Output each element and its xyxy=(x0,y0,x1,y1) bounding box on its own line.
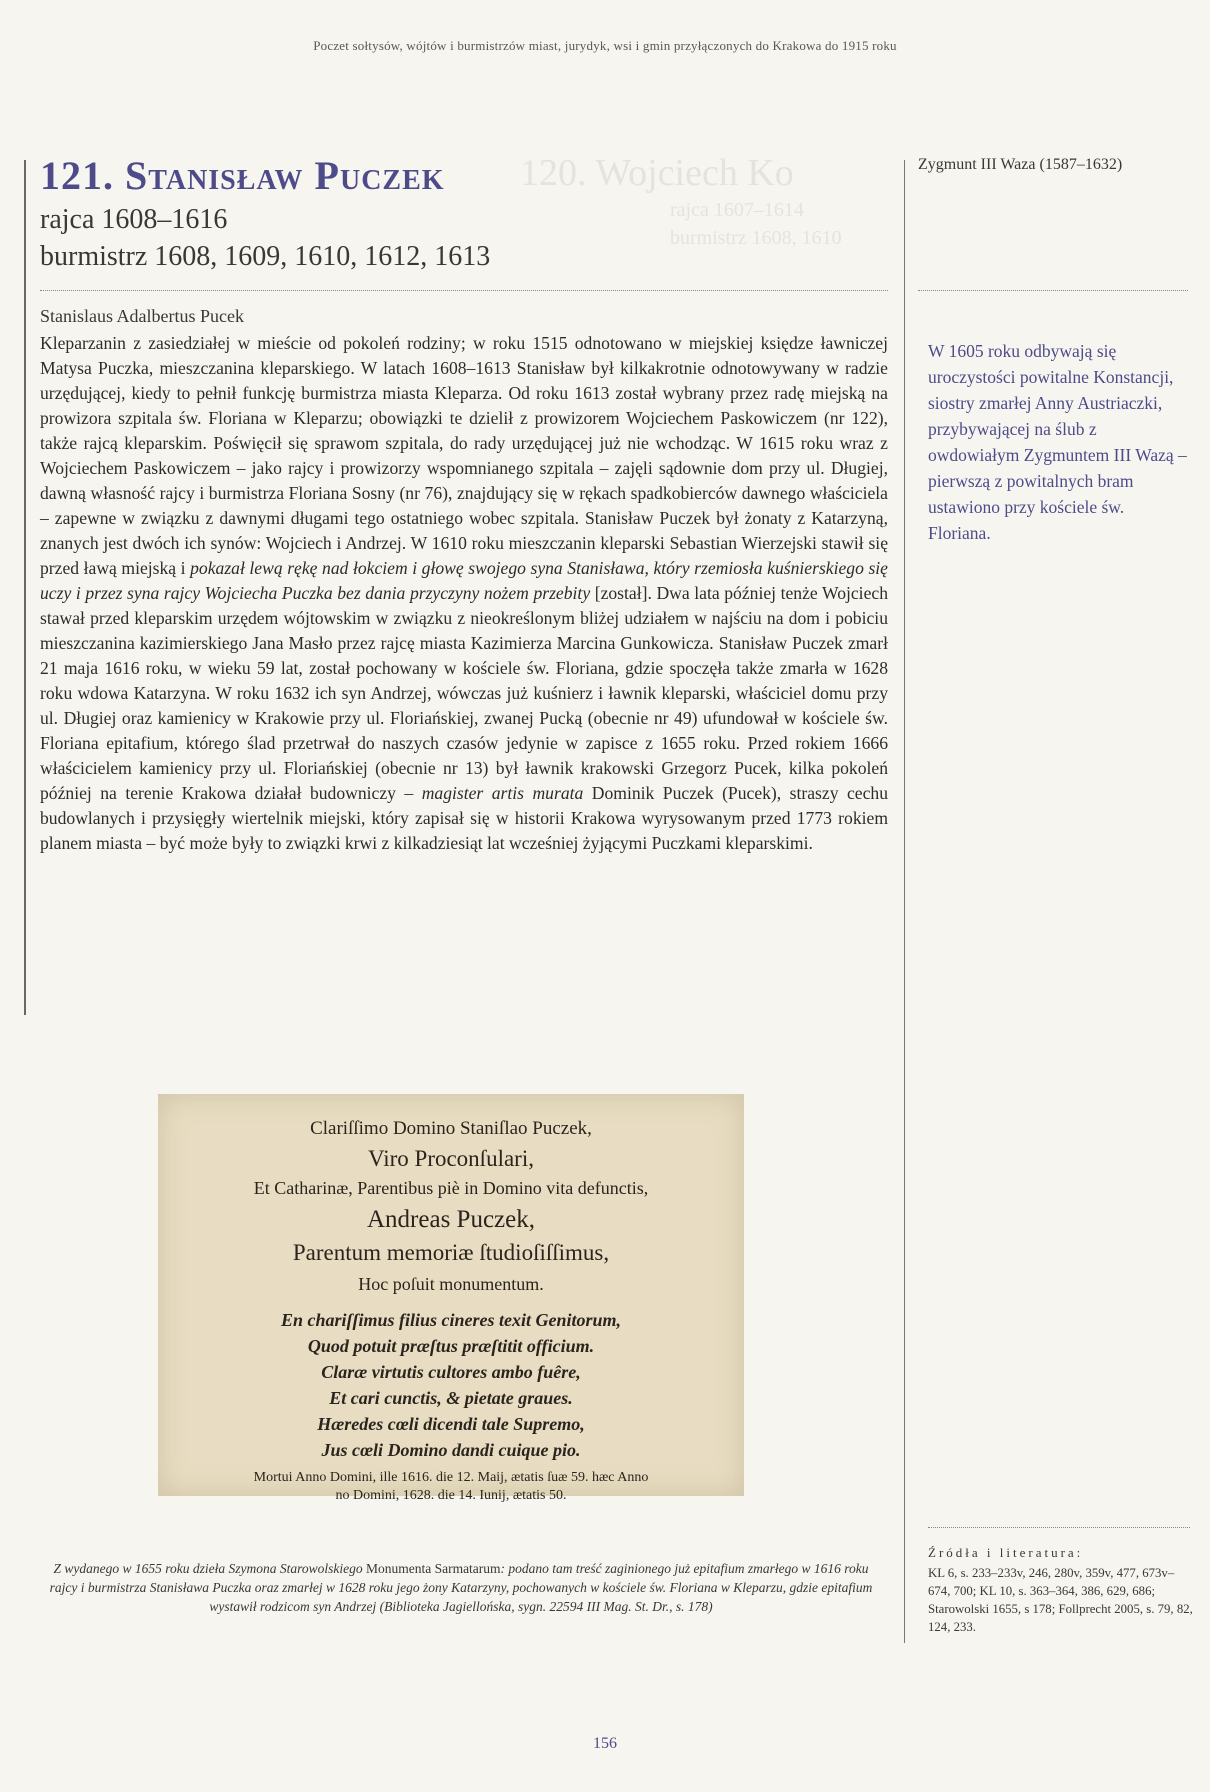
entry-header xyxy=(40,152,880,274)
epitaph-line: Clariſſimo Domino Staniſlao Puczek, xyxy=(310,1118,592,1139)
entry-title: 121. Stanisław Puczek xyxy=(40,153,445,198)
sidebar-note: W 1605 roku odbywają się uroczystości powitalne Konstancji, siostry zmarłej Anny Austriaczki, przybywającej na ślub z owdowiałym Zygmuntem III Wazą – pierwszą z powitalnych bram ustawiono przy kościele św. Floriana. xyxy=(928,341,1187,543)
epitaph-line: Andreas Puczek, xyxy=(367,1206,535,1233)
latin-name: Stanislaus Adalbertus Pucek xyxy=(40,306,244,326)
entry-subtitle-burmistrz: burmistrz 1608, 1609, 1610, 1612, 1613 xyxy=(40,241,491,272)
epitaph-line: Mortui Anno Domini, ille 1616. die 12. Maij, ætatis ſuæ 59. hæc Anno xyxy=(253,1470,649,1485)
epitaph-line: Et Catharinæ, Parentibus piè in Domino vita defunctis, xyxy=(253,1178,649,1198)
page-number: 156 xyxy=(593,1735,617,1752)
ghost-line-3: burmistrz 1608, 1610 xyxy=(670,227,842,249)
running-head: Poczet sołtysów, wójtów i burmistrzów miast, jurydyk, wsi i gmin przyłączonych do Krakowa do 1915 roku xyxy=(313,38,897,53)
body-text-3: Dominik Puczek (Pucek), straszy cechu budowlanych i przysięgły wiertelnik miejski, który zapisał się w historii Krakowa wyrysowanym przed 1773 rokiem planem miasta – być może były to związki krwi z kilkadziesiąt lat wcześniej żyjącymi Puczkami kleparskimi. xyxy=(40,783,889,853)
caption-text-1: Z wydanego w 1655 roku dzieła Szymona Starowolskiego xyxy=(53,1561,366,1576)
epitaph-line: Jus cœli Domino dandi cuique pio. xyxy=(321,1440,581,1460)
body-text-1: Kleparzanin z zasiedziałej w mieście od pokoleń rodziny; w roku 1515 odnotowano w miejskiej księdze ławniczej Matysa Puczka, mieszczanina kleparskiego. W latach 1608–1613 Stanisław był kilkakrotnie odnotowywany w radzie urzędującej, kiedy to pełnił funkcję burmistrza miasta Kleparza. Od roku 1613 został wybrany przez radę miejską na prowizora szpitala św. Floriana w Kleparzu; obowiązki te dzielił z prowizorem Wojciechem Paskowiczem (nr 122), także rajcą kleparskim. Poświęcił się sprawom szpitala, do rady urzędującej już nie wchodząc. W 1615 roku wraz z Wojciechem Paskowiczem – jako rajcy i prowizorzy wspomnianego szpitala – zajęli sądownie dom przy ul. Długiej, dawną własność rajcy i burmistrza Floriana Sosny (nr 76), znajdujący się w rękach spadkobierców dawnego właściciela – zapewne w związku z dawnymi długami tego ostatniego wobec szpitala. Stanisław Puczek był żonaty z Katarzyną, znanych jest dwóch ich synów: Wojciech i Andrzej. W 1610 roku mieszczanin kleparski Sebastian Wierzejski stawił się przed ławą miejską i xyxy=(40,333,888,578)
sources-divider xyxy=(928,1527,1190,1528)
ghost-line-2: rajca 1607–1614 xyxy=(670,199,804,221)
entry-subtitle-rajca: rajca 1608–1616 xyxy=(40,204,228,235)
reign-label: Zygmunt III Waza (1587–1632) xyxy=(918,156,1123,173)
sources-title: Źródła i literatura: xyxy=(928,1545,1084,1560)
latin-phrase: magister artis murata xyxy=(421,783,584,803)
epitaph-line: Viro Proconſulari, xyxy=(368,1146,534,1171)
ghost-title: 120. Wojciech Ko xyxy=(520,152,794,194)
epitaph-line: Et cari cunctis, & pietate graues. xyxy=(329,1388,573,1408)
biography-paragraph xyxy=(40,331,888,856)
image-caption xyxy=(48,1559,874,1616)
epitaph-line: Parentum memoriæ ſtudioſiſſimus, xyxy=(292,1240,610,1265)
epitaph-line: Hoc poſuit monumentum. xyxy=(358,1274,544,1294)
sources-block xyxy=(928,1544,1193,1636)
sidebar-divider xyxy=(918,290,1188,291)
epitaph-line: Hæredes cœli dicendi tale Supremo, xyxy=(317,1414,585,1434)
epitaph-line: En chariſſimus filius cineres texit Genitorum, xyxy=(280,1310,622,1330)
body-text-2: [został]. Dwa lata później tenże Wojciech stawał przed kleparskim urzędem wójtowskim w związku z nieokreślonym bliżej udziałem w najściu na dom i pobiciu mieszczanina kazimierskiego Jana Masło przez rajcę miasta Kazimierza Marcina Gunkowicza. Stanisław Puczek zmarł 21 maja 1616 roku, w wieku 59 lat, został pochowany w kościele św. Floriana, gdzie spoczęła także zmarła w 1628 roku wdowa Katarzyna. W roku 1632 ich syn Andrzej, wówczas już kuśnierz i ławnik kleparski, właściciel domu przy ul. Długiej oraz kamienicy w Krakowie przy ul. Floriańskiej, zwanej Pucką (obecnie nr 49) ufundował w kościele św. Floriana epitafium, którego ślad przetrwał do naszych czasów jedynie w zapisce z 1655 roku. Przed rokiem 1666 właścicielem kamienicy przy ul. Floriańskiej (obecnie nr 13) był ławnik krakowski Grzegorz Pucek, kilka pokoleń później na terenie Krakowa działał budowniczy – xyxy=(40,583,888,803)
caption-text-2: : podano tam treść zaginionego już epitafium zmarłego w 1616 roku rajcy i burmistrza Stanisława Puczka oraz zmarłej w 1628 roku jego żony Katarzyny, pochowanych w kościele św. Floriana w Kleparzu, gdzie epitafium wystawił rodzicom syn Andrzej (Biblioteka Jagiellońska, sygn. 22594 III Mag. St. Dr., s. 178) xyxy=(49,1561,873,1614)
title-divider xyxy=(40,290,888,291)
epitaph-line: no Domini, 1628. die 14. Iunij, ætatis 50. xyxy=(335,1488,567,1503)
sidebar-rule xyxy=(904,160,905,1643)
epitaph-image xyxy=(158,1094,744,1503)
quote-italic: pokazał lewą rękę nad łokciem i głowę swojego syna Stanisława, który rzemiosła kuśnierskiego się uczy i przez syna rajcy Wojciecha Puczka bez dania przyczyny nożem przebity xyxy=(40,558,888,603)
sources-text: KL 6, s. 233–233v, 246, 280v, 359v, 477, 673v–674, 700; KL 10, s. 363–364, 386, 629, 686; Starowolski 1655, s 178; Follprecht 2005, s. 79, 82, 124, 233. xyxy=(928,1566,1193,1634)
epitaph-line: Claræ virtutis cultores ambo fuêre, xyxy=(321,1362,581,1382)
epitaph-line: Quod potuit præſtus præſtitit officium. xyxy=(307,1336,595,1356)
caption-work-title: Monumenta Sarmatarum xyxy=(365,1561,501,1576)
left-margin-rule xyxy=(24,160,26,1015)
biography-text xyxy=(40,304,888,856)
